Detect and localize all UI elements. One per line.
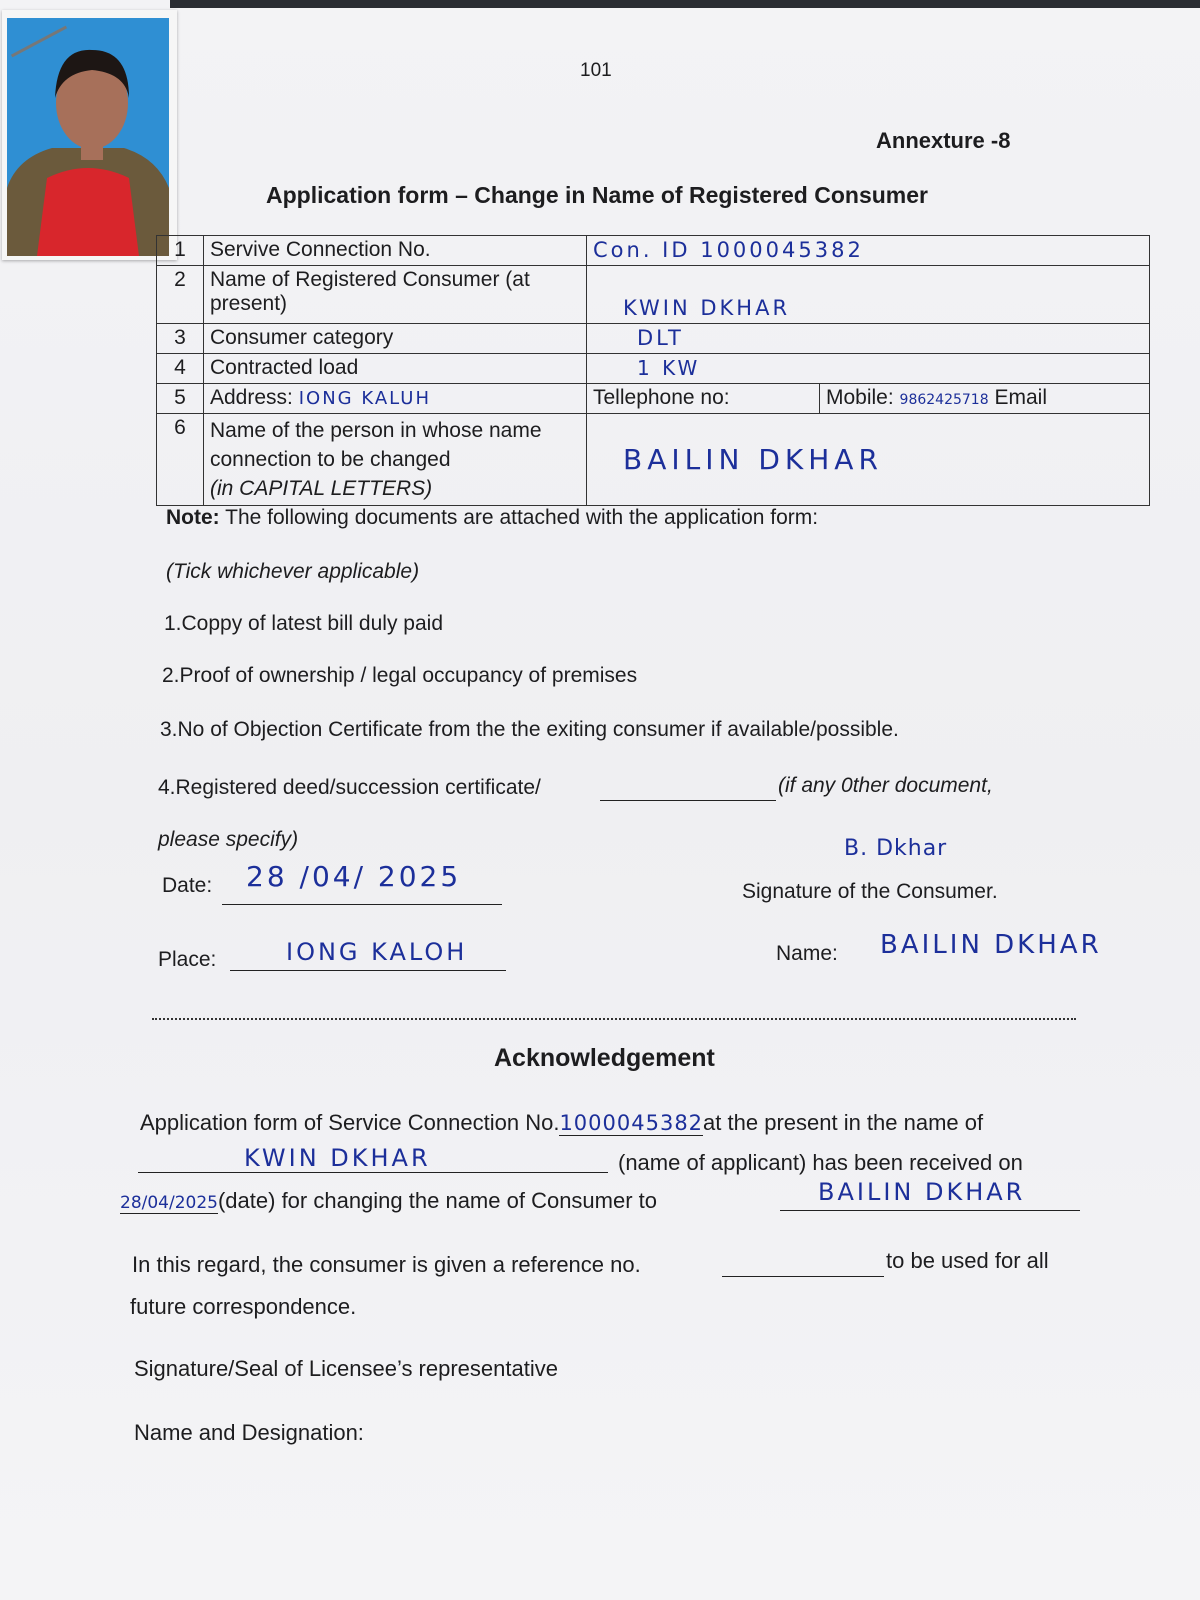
place-value: IONG KALOH	[286, 938, 468, 966]
row-label: Servive Connection No.	[204, 236, 587, 266]
date-value: 28 /04/ 2025	[246, 860, 462, 893]
ack-line-1	[140, 1110, 983, 1136]
row-value-cell	[587, 414, 1150, 506]
row-value-cell	[587, 266, 1150, 324]
telephone-cell	[587, 384, 820, 414]
applicant-name-line	[138, 1172, 608, 1173]
document-item-1: 1.Coppy of latest bill duly paid	[164, 612, 443, 635]
contracted-load-value: 1 KW	[637, 356, 701, 380]
ack-applicant-name: KWIN DKHAR	[244, 1144, 431, 1172]
name-designation-label: Name and Designation:	[134, 1420, 364, 1445]
consumer-category-value: DLT	[637, 326, 684, 350]
ack-new-name: BAILIN DKHAR	[818, 1178, 1026, 1206]
name-label: Name:	[776, 942, 838, 965]
photo-image	[7, 18, 169, 256]
row-number: 5	[157, 384, 204, 414]
blank-line	[600, 800, 776, 801]
consumer-signature: B. Dkhar	[844, 836, 948, 861]
tick-instruction: (Tick whichever applicable)	[166, 560, 420, 583]
date-label: Date:	[162, 874, 213, 897]
acknowledgement-title: Acknowledgement	[494, 1044, 715, 1072]
applicant-photo	[2, 10, 177, 260]
row-label: Contracted load	[204, 354, 587, 384]
table-row	[157, 414, 1150, 506]
page-number: 101	[580, 60, 612, 81]
ack-connection-value: 1000045382	[559, 1111, 704, 1135]
licensee-signature-label: Signature/Seal of Licensee’s representative	[134, 1356, 558, 1381]
note-line	[166, 506, 818, 530]
cut-line	[152, 1018, 1076, 1020]
row-label-cell	[204, 414, 587, 506]
row-number: 1	[157, 236, 204, 266]
address-label: Address:	[210, 386, 293, 409]
row-value-cell	[587, 236, 1150, 266]
ack-reference-text: In this regard, the consumer is given a reference no.	[132, 1252, 641, 1277]
row-label: Consumer category	[204, 324, 587, 354]
person-portrait-icon	[7, 18, 169, 256]
connection-id-value: Con. ID 1000045382	[593, 238, 864, 262]
new-name-value: BAILIN DKHAR	[623, 443, 883, 476]
row-number: 6	[157, 414, 204, 506]
registered-consumer-value: KWIN DKHAR	[623, 296, 791, 320]
table-row	[157, 266, 1150, 324]
document-item-4-suffix: (if any 0ther document,	[778, 774, 993, 797]
table-row	[157, 384, 1150, 414]
annexure-label: Annexture -8	[876, 128, 1011, 153]
mobile-value: 9862425718	[899, 392, 989, 408]
mobile-label: Mobile:	[826, 386, 894, 409]
telephone-label: Tellephone no:	[593, 386, 730, 409]
date-line	[222, 904, 502, 905]
new-name-line	[780, 1210, 1080, 1211]
row-number: 3	[157, 324, 204, 354]
ack-received-text: (name of applicant) has been received on	[618, 1150, 1023, 1175]
ack-text-present: at the present in the name of	[703, 1110, 984, 1135]
capital-letters-note: (in CAPITAL LETTERS)	[210, 477, 433, 500]
row-number: 4	[157, 354, 204, 384]
document-item-4: 4.Registered deed/succession certificate/	[158, 776, 541, 799]
consumer-name-value: BAILIN DKHAR	[880, 930, 1102, 960]
table-row	[157, 236, 1150, 266]
mobile-cell	[820, 384, 1150, 414]
row-number: 2	[157, 266, 204, 324]
signature-label: Signature of the Consumer.	[742, 880, 998, 903]
place-line	[230, 970, 506, 971]
place-label: Place:	[158, 948, 217, 971]
table-row	[157, 324, 1150, 354]
ack-changing-text: (date) for changing the name of Consumer to	[217, 1188, 658, 1213]
reference-line	[722, 1276, 884, 1277]
ack-text-connection: Application form of Service Connection No.	[140, 1110, 560, 1135]
application-table	[156, 235, 1150, 506]
row-label-cell	[204, 384, 587, 414]
row-label: Name of Registered Consumer (at present)	[204, 266, 587, 324]
table-row	[157, 354, 1150, 384]
ack-future-use-text: to be used for all	[886, 1248, 1049, 1273]
row-value-cell	[587, 354, 1150, 384]
ack-date-value: 28/04/2025	[120, 1193, 218, 1213]
form-title: Application form – Change in Name of Registered Consumer	[266, 182, 928, 208]
row-value-cell	[587, 324, 1150, 354]
background-edge	[170, 0, 1200, 8]
email-label: Email	[994, 386, 1047, 409]
document-item-2: 2.Proof of ownership / legal occupancy of premises	[162, 664, 638, 687]
document-item-3: 3.No of Objection Certificate from the the exiting consumer if available/possible.	[160, 718, 899, 741]
document-item-4-line2: please specify)	[158, 828, 299, 851]
note-bold: Note:	[166, 506, 220, 529]
ack-correspondence-text: future correspondence.	[130, 1294, 357, 1319]
new-name-label: Name of the person in whose name connection to be changed	[210, 419, 542, 471]
ack-line-3	[120, 1188, 657, 1214]
note-text: The following documents are attached with the application form:	[219, 506, 819, 529]
address-value: IONG KALUH	[298, 388, 431, 409]
